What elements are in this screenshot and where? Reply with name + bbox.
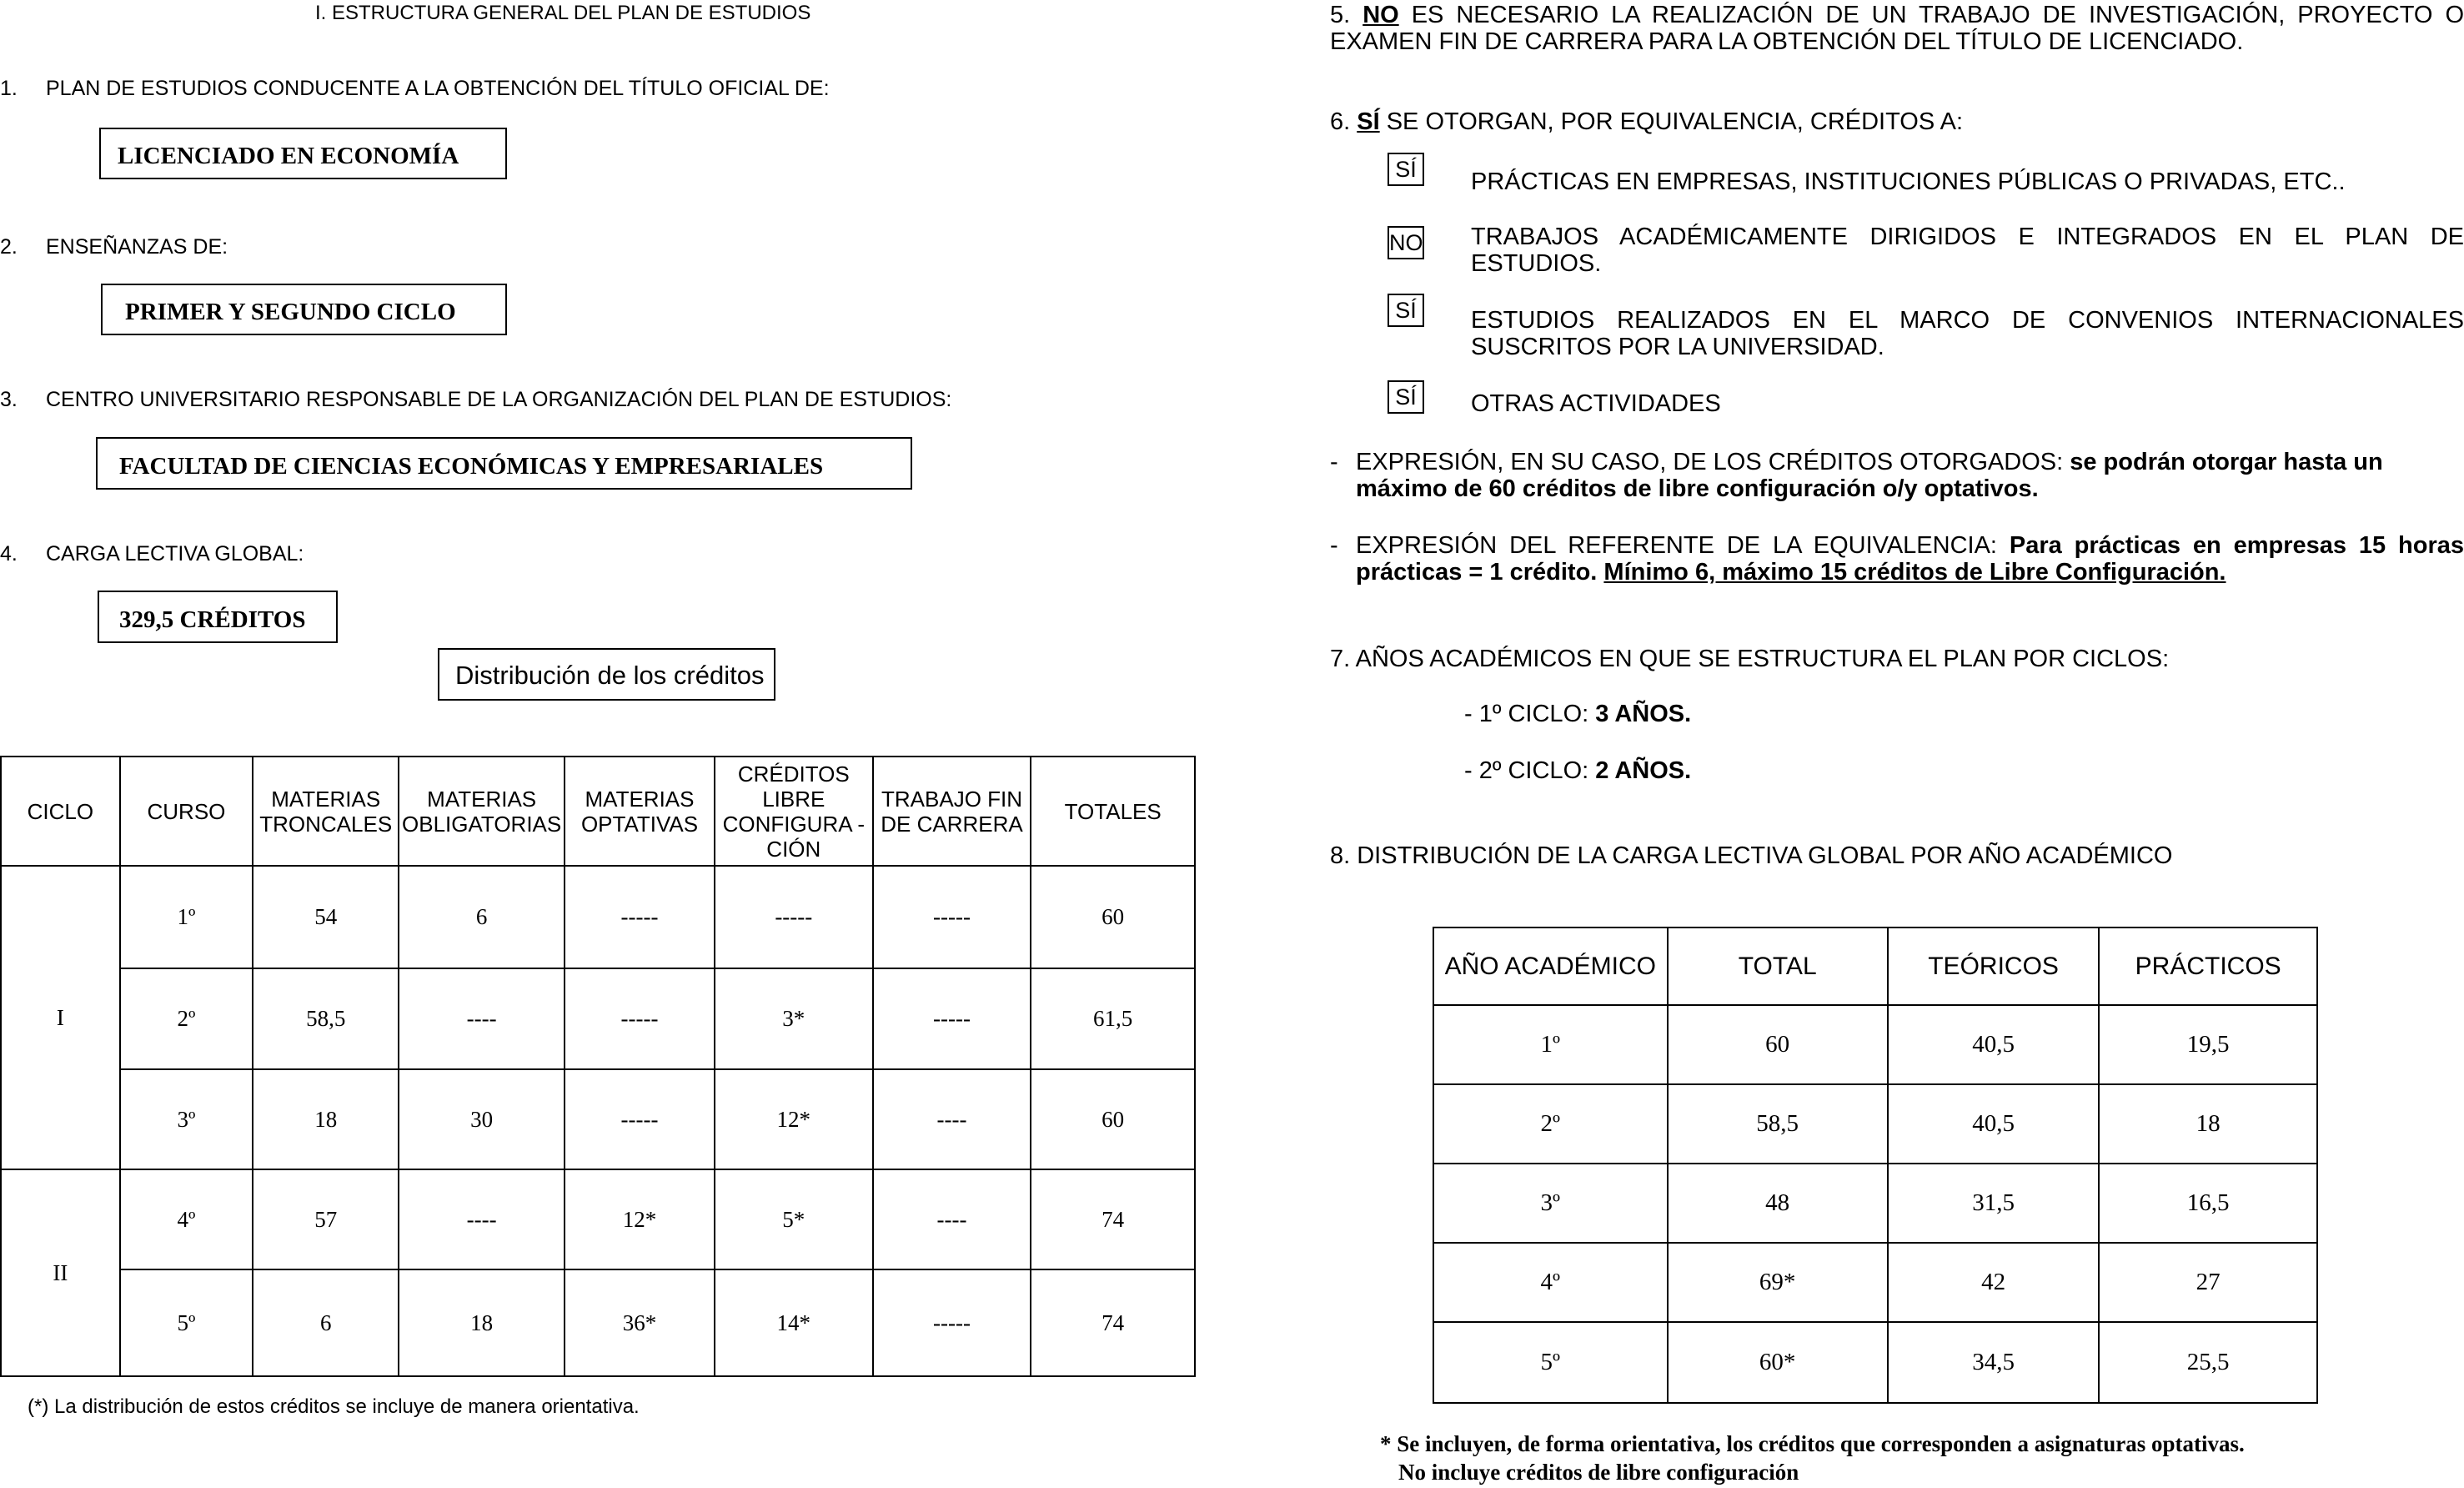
table-row <box>1 1169 1195 1269</box>
col-header: AÑO ACADÉMICO <box>1433 927 1668 1005</box>
option-checkbox: SÍ <box>1388 380 1424 414</box>
col-header: TRABAJO FIN DE CARRERA <box>873 757 1031 866</box>
table-cell: 3º <box>120 1069 253 1169</box>
cycle-1-label: - 1º CICLO: <box>1464 701 1589 727</box>
cycle-2-years <box>1464 757 1691 784</box>
table-cell: 27 <box>2099 1243 2317 1322</box>
item-6-emphasis: SÍ <box>1357 108 1380 135</box>
table-cell: 5º <box>1433 1322 1668 1403</box>
table-cell: 2º <box>120 968 253 1069</box>
cycle-cell: II <box>1 1169 120 1376</box>
cycle-2-value: 2 AÑOS. <box>1595 757 1692 784</box>
table-cell: 69* <box>1668 1243 1888 1322</box>
table-row <box>1433 1243 2317 1322</box>
right-footnote-line-2: No incluye créditos de libre configuración <box>1398 1460 1799 1485</box>
right-footnote-line-1: * Se incluyen, de forma orientativa, los créditos que corresponden a asignaturas optativas. <box>1380 1431 2245 1456</box>
table-cell: ---- <box>873 1069 1031 1169</box>
table-cell: 58,5 <box>253 968 399 1069</box>
table-row <box>1433 1005 2317 1084</box>
expression-credits-value: se podrán otorgar hasta un máximo de 60 créditos de libre configuración o/y optativos. <box>1356 449 2383 502</box>
table-cell: 6 <box>399 866 565 968</box>
item-4-number: 4. <box>0 542 18 566</box>
total-credits: 329,5 CRÉDITOS <box>119 606 306 633</box>
table-cell: 60 <box>1031 866 1195 968</box>
table-cell: 14* <box>715 1269 873 1376</box>
table-cell: ---- <box>399 1169 565 1269</box>
table-cell: ----- <box>565 1069 715 1169</box>
table-row <box>1 968 1195 1069</box>
table-cell: 4º <box>1433 1243 1668 1322</box>
table-row <box>1433 1322 2317 1403</box>
table-cell: 3º <box>1433 1164 1668 1243</box>
table-cell: ----- <box>715 866 873 968</box>
bullet-dash: - <box>1330 449 1338 475</box>
col-header: TOTAL <box>1668 927 1888 1005</box>
col-header: MATERIAS OPTATIVAS <box>565 757 715 866</box>
col-header: TOTALES <box>1031 757 1195 866</box>
table-cell: ----- <box>873 866 1031 968</box>
table-cell: ----- <box>873 968 1031 1069</box>
table-cell: 74 <box>1031 1269 1195 1376</box>
table-cell: 60 <box>1668 1005 1888 1084</box>
col-header: CICLO <box>1 757 120 866</box>
cycle-2-label: - 2º CICLO: <box>1464 757 1589 784</box>
cycle-1-years <box>1464 701 1691 727</box>
table-cell: 18 <box>2099 1084 2317 1164</box>
annual-load-table <box>1433 927 2318 1404</box>
table-cell: 40,5 <box>1888 1005 2100 1084</box>
item-2-label: ENSEÑANZAS DE: <box>46 235 228 259</box>
expression-credits-label: EXPRESIÓN, EN SU CASO, DE LOS CRÉDITOS OTORGADOS: <box>1356 449 2064 475</box>
table-cell: 16,5 <box>2099 1164 2317 1243</box>
bullet-dash: - <box>1330 532 1338 559</box>
table-cell: 34,5 <box>1888 1322 2100 1403</box>
table-cell: 2º <box>1433 1084 1668 1164</box>
expression-reference-underlined: Mínimo 6, máximo 15 créditos de Libre Configuración. <box>1603 559 2226 586</box>
option-text: PRÁCTICAS EN EMPRESAS, INSTITUCIONES PÚBLICAS O PRIVADAS, ETC.. <box>1471 168 2346 195</box>
item-1-number: 1. <box>0 77 18 100</box>
option-text: OTRAS ACTIVIDADES <box>1471 390 1721 417</box>
table-cell: 61,5 <box>1031 968 1195 1069</box>
expression-reference-label: EXPRESIÓN DEL REFERENTE DE LA EQUIVALENCIA: <box>1356 532 1997 559</box>
option-text: ESTUDIOS REALIZADOS EN EL MARCO DE CONVENIOS INTERNACIONALES SUSCRITOS POR LA UNIVERSIDAD. <box>1471 307 2464 360</box>
table-cell: 36* <box>565 1269 715 1376</box>
col-header: CRÉDITOS LIBRE CONFIGURA -CIÓN <box>715 757 873 866</box>
table-cell: 1º <box>120 866 253 968</box>
cycle-1-value: 3 AÑOS. <box>1595 701 1692 727</box>
table-cell: 74 <box>1031 1169 1195 1269</box>
table-cell: ----- <box>873 1269 1031 1376</box>
table-cell: 4º <box>120 1169 253 1269</box>
table-cell: 19,5 <box>2099 1005 2317 1084</box>
col-header: MATERIAS TRONCALES <box>253 757 399 866</box>
table-cell: 6 <box>253 1269 399 1376</box>
table-row <box>1 866 1195 968</box>
item-5-emphasis: NO <box>1362 2 1399 28</box>
col-header: PRÁCTICOS <box>2099 927 2317 1005</box>
expression-reference-value: Para prácticas en empresas 15 horas prácticas = 1 crédito. <box>1356 532 2464 586</box>
table-row <box>1433 1084 2317 1164</box>
table-cell: 57 <box>253 1169 399 1269</box>
table-cell: 3* <box>715 968 873 1069</box>
option-checkbox: NO <box>1388 226 1424 259</box>
section-heading: I. ESTRUCTURA GENERAL DEL PLAN DE ESTUDIOS <box>315 2 811 24</box>
table-cell: 54 <box>253 866 399 968</box>
table-cell: 25,5 <box>2099 1322 2317 1403</box>
item-1-label: PLAN DE ESTUDIOS CONDUCENTE A LA OBTENCIÓN DEL TÍTULO OFICIAL DE: <box>46 77 830 100</box>
expression-reference <box>1356 532 2464 586</box>
item-4-label: CARGA LECTIVA GLOBAL: <box>46 542 304 566</box>
item-5 <box>1330 2 2464 55</box>
cycle-cell: I <box>1 866 120 1169</box>
table-cell: 58,5 <box>1668 1084 1888 1164</box>
col-header: TEÓRICOS <box>1888 927 2100 1005</box>
table-cell: 60 <box>1031 1069 1195 1169</box>
table-cell: 12* <box>565 1169 715 1269</box>
table-cell: 31,5 <box>1888 1164 2100 1243</box>
distribution-title: Distribución de los créditos <box>455 661 765 690</box>
table-cell: 30 <box>399 1069 565 1169</box>
table-cell: 5º <box>120 1269 253 1376</box>
table-cell: ----- <box>565 866 715 968</box>
item-3-number: 3. <box>0 388 18 411</box>
table-cell: 1º <box>1433 1005 1668 1084</box>
credits-distribution-table <box>0 756 1196 1377</box>
table-cell: 12* <box>715 1069 873 1169</box>
table-cell: 48 <box>1668 1164 1888 1243</box>
item-5-number: 5. <box>1330 2 1351 28</box>
table-cell: 42 <box>1888 1243 2100 1322</box>
table-cell: 18 <box>253 1069 399 1169</box>
item-7-label: 7. AÑOS ACADÉMICOS EN QUE SE ESTRUCTURA EL PLAN POR CICLOS: <box>1330 646 2170 672</box>
option-text: TRABAJOS ACADÉMICAMENTE DIRIGIDOS E INTEGRADOS EN EL PLAN DE ESTUDIOS. <box>1471 224 2464 277</box>
teaching-cycle: PRIMER Y SEGUNDO CICLO <box>125 299 456 325</box>
item-6-text: SE OTORGAN, POR EQUIVALENCIA, CRÉDITOS A: <box>1386 108 1964 135</box>
col-header: MATERIAS OBLIGATORIAS <box>399 757 565 866</box>
left-footnote: (*) La distribución de estos créditos se incluye de manera orientativa. <box>28 1395 640 1418</box>
col-header: CURSO <box>120 757 253 866</box>
table-row <box>1 1069 1195 1169</box>
table-cell: ---- <box>399 968 565 1069</box>
table-cell: ----- <box>565 968 715 1069</box>
table-header-row <box>1433 927 2317 1005</box>
option-checkbox: SÍ <box>1388 294 1424 327</box>
item-2-number: 2. <box>0 235 18 259</box>
table-row <box>1 1269 1195 1376</box>
table-row <box>1433 1164 2317 1243</box>
table-cell: ---- <box>873 1169 1031 1269</box>
item-8-label: 8. DISTRIBUCIÓN DE LA CARGA LECTIVA GLOBAL POR AÑO ACADÉMICO <box>1330 842 2173 869</box>
expression-credits <box>1356 449 2464 502</box>
table-cell: 5* <box>715 1169 873 1269</box>
table-header-row <box>1 757 1195 866</box>
table-cell: 18 <box>399 1269 565 1376</box>
faculty-name: FACULTAD DE CIENCIAS ECONÓMICAS Y EMPRESARIALES <box>119 453 824 480</box>
degree-title: LICENCIADO EN ECONOMÍA <box>118 143 459 169</box>
item-6-number: 6. <box>1330 108 1351 135</box>
option-checkbox: SÍ <box>1388 153 1424 186</box>
item-6 <box>1330 108 1963 135</box>
item-3-label: CENTRO UNIVERSITARIO RESPONSABLE DE LA ORGANIZACIÓN DEL PLAN DE ESTUDIOS: <box>46 388 952 411</box>
item-5-text: ES NECESARIO LA REALIZACIÓN DE UN TRABAJO DE INVESTIGACIÓN, PROYECTO O EXAMEN FIN DE CARRERA PARA LA OBTENCIÓN DEL TÍTULO DE LICENCIADO. <box>1330 2 2464 55</box>
table-cell: 60* <box>1668 1322 1888 1403</box>
table-cell: 40,5 <box>1888 1084 2100 1164</box>
